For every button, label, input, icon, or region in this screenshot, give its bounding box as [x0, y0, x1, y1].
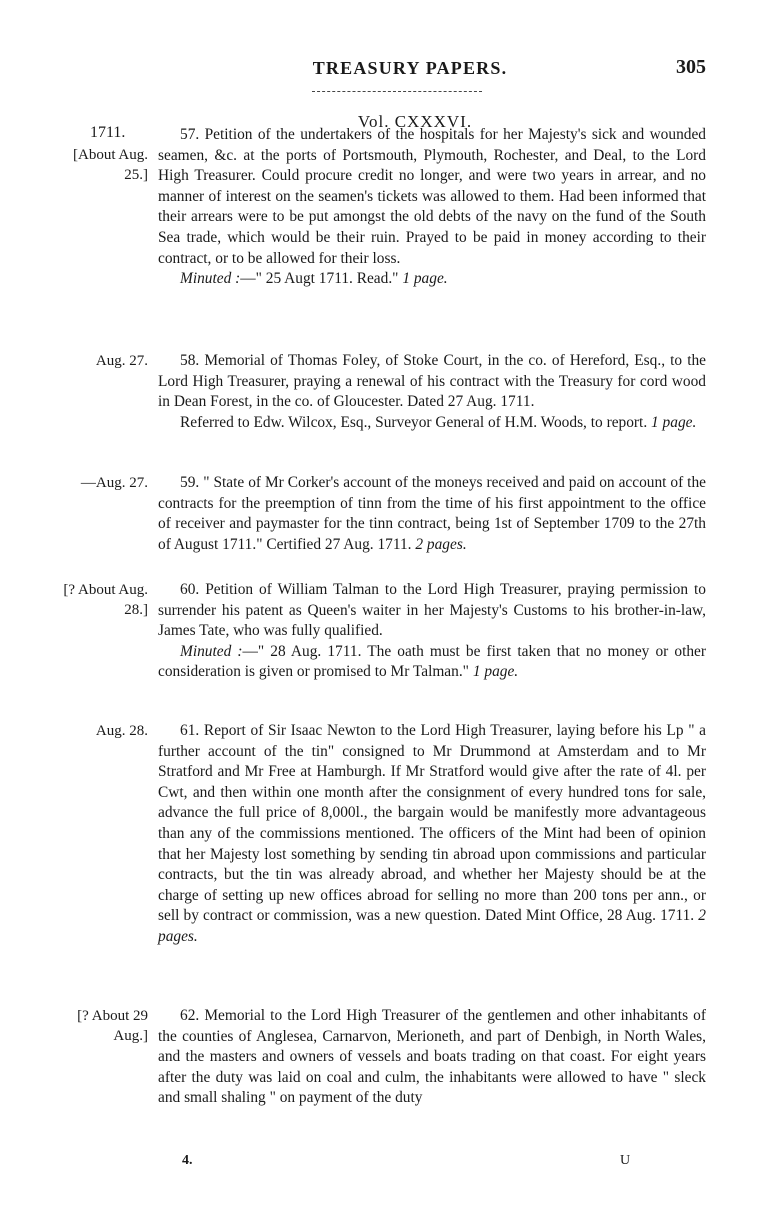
running-title: TREASURY PAPERS. [312, 58, 508, 78]
entry-body-text: 61. Report of Sir Isaac Newton to the Lord High Treasurer, laying before his Lp " a further account of the tin" consigned to Mr Drummond at Amsterdam and to Mr Stratford and Mr Free at Hamburgh. If Mr Stratford would give after the rate of 4l. per Cwt, and then within one month after the consignment of every hundred tons for sale, advance the full price of 8,000l., the bargain would be manifestly more advantageous than any of the commissions mentioned. The officers of the Mint had been of opinion that her Majesty lost something by sending tin abroad upon commissions and particular contracts, but the tin was already abroad, and whether her Majesty should be at the charge of setting up new offices abroad for selling no more than 200 tons per ann., or sell by contract or commission, was a new question. Dated Mint Office, 28 Aug. 1711. [158, 722, 706, 925]
entry-date: Aug. 27. [95, 353, 148, 369]
entry-date: [? About 29 Aug.] [77, 1008, 148, 1044]
entry-body: 60. Petition of William Talman to the Lord High Treasurer, praying permission to surrender his patent as Queen's waiter in her Majesty's Customs to his brother-in-law, James Tate, who was fully qualified. [158, 581, 706, 640]
entry-note [158, 413, 706, 434]
entry-body [158, 721, 706, 948]
entry-text [158, 721, 706, 948]
entry-text [158, 125, 706, 290]
signature-mark: 4. [182, 1153, 193, 1168]
catchword: U [620, 1153, 631, 1168]
entry-body [158, 473, 706, 555]
entry-note [158, 269, 706, 290]
year-label: 1711. [90, 124, 126, 141]
entry-text [158, 473, 706, 555]
page-count: 2 pages. [158, 907, 706, 945]
entry-body: 62. Memorial to the Lord High Treasurer of the gentlemen and other inhabitants of the counties of Anglesea, Carnarvon, Merioneth, and part of Denbigh, in North Wales, and the masters and owners of vessels and boats trading on that coast. For eight years after the duty was laid on coal and culm, the inhabitants were allowed to have " sleck and small shaling " on payment of the duty [158, 1007, 706, 1107]
page-count: 1 page. [472, 663, 519, 681]
entry-date: [About Aug. 25.] [73, 147, 148, 183]
entry-text [158, 1006, 706, 1109]
note-text: —" 28 Aug. 1711. The oath must be first taken that no money or other consideration is given or promised to Mr Talman." [158, 642, 706, 681]
page-count: 1 page. [651, 413, 697, 431]
entry-date: —Aug. 27. [80, 475, 148, 491]
entry-date: Aug. 28. [95, 723, 148, 739]
entry-body-text: 59. " State of Mr Corker's account of the moneys received and paid on account of the contracts for the preemption of tinn from the time of his first appointment to the office of receiver and paymaster for the tinn contract, being 1st of September 1709 to the 27th of August 1711." Certified 27 Aug. 1711. [158, 474, 706, 553]
page-count: 1 page. [402, 270, 448, 288]
entry-body: 57. Petition of the undertakers of the hospitals for her Majesty's sick and wounded seamen, &c. at the ports of Portsmouth, Plymouth, Rochester, and Deal, to the Lord High Treasurer. Could procure credit no longer, and were two years in arrear, and no manner of interest on the seamen's tickets was allowed to them. Had been informed that their arrears were to be put amongst the old debts of the navy on the fund of the South Sea trade, which would be their ruin. Prayed to be paid in money according to their contract, or to be allowed for their loss. [158, 126, 706, 267]
header-rule [312, 91, 482, 92]
volume-heading: Vol. CXXXVI. [357, 112, 473, 131]
entry-date: [? About Aug. 28.] [63, 582, 148, 618]
page-count: 2 pages. [415, 535, 467, 553]
entry-body: 58. Memorial of Thomas Foley, of Stoke Court, in the co. of Hereford, Esq., to the Lord High Treasurer, praying a renewal of his contract with the Treasury for cord wood in Dean Forest, in the co. of Gloucester. Dated 27 Aug. 1711. [158, 352, 706, 411]
note-text: —" 25 Augt 1711. Read." [240, 270, 403, 288]
note-label: Minuted : [180, 642, 243, 660]
entry-text [158, 351, 706, 433]
note-text: Referred to Edw. Wilcox, Esq., Surveyor General of H.M. Woods, to report. [180, 413, 652, 431]
note-label: Minuted : [180, 270, 241, 288]
entry-text [158, 580, 706, 683]
entry-note [158, 642, 706, 683]
page-number: 305 [676, 56, 706, 78]
